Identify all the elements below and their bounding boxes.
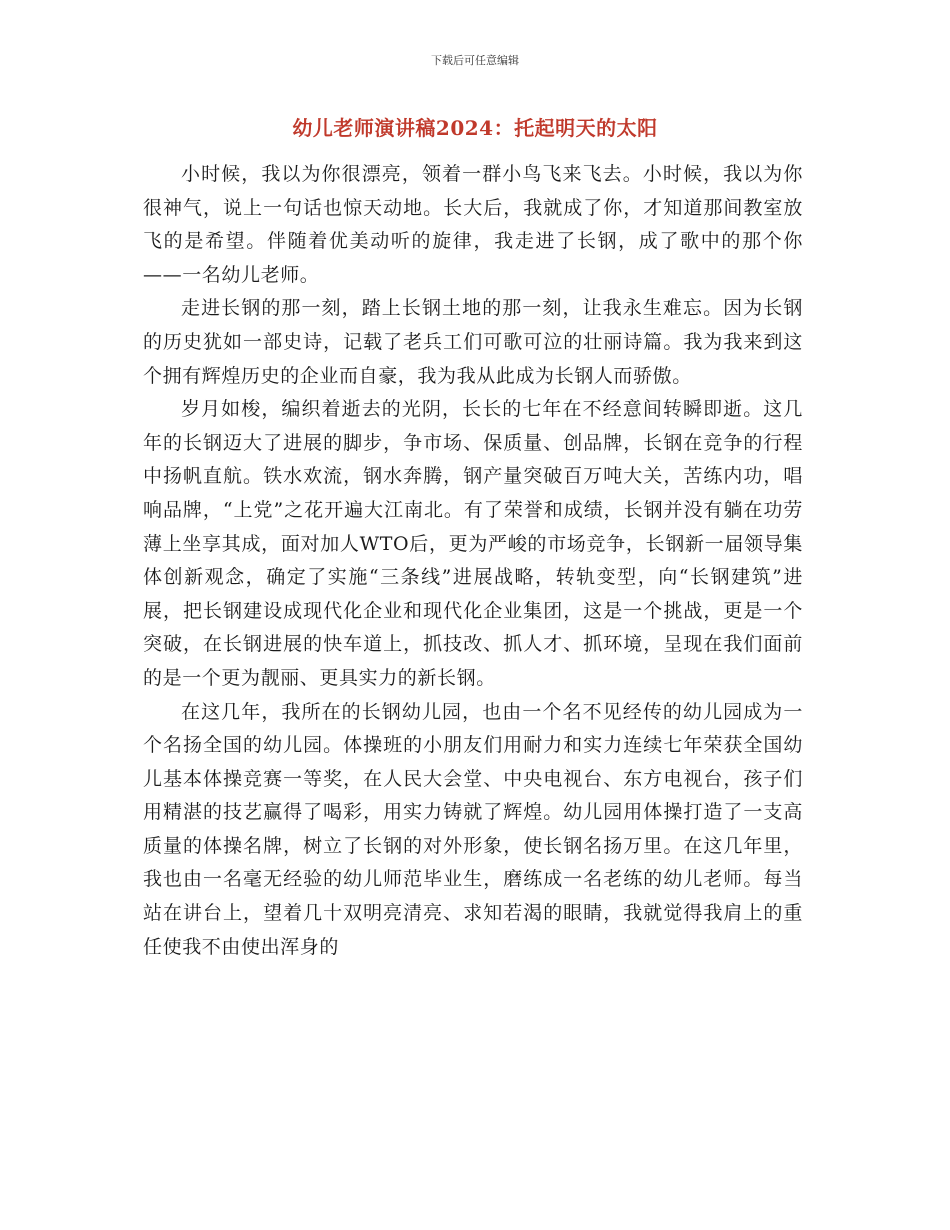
paragraph-1: 小时候，我以为你很漂亮，领着一群小鸟飞来飞去。小时候，我以为你很神气，说上一句话也惊天动地。长大后，我就成了你，才知道那间教室放飞的是希望。伴随着优美动听的旋律，我走进了长钢，成了歌中的那个你——一名幼儿老师。: [143, 163, 803, 286]
document-body: [143, 158, 803, 964]
document-title: 幼儿老师演讲稿2024：托起明天的太阳: [292, 116, 658, 140]
header-note: 下载后可任意编辑: [431, 54, 519, 67]
paragraph-2: 走进长钢的那一刻，踏上长钢土地的那一刻，让我永生难忘。因为长钢的历史犹如一部史诗，记载了老兵工们可歌可泣的壮丽诗篇。我为我来到这个拥有辉煌历史的企业而自豪，我为我从此成为长钢人而骄傲。: [143, 297, 803, 387]
paragraph-3: 岁月如梭，编织着逝去的光阴，长长的七年在不经意间转瞬即逝。这几年的长钢迈大了进展的脚步，争市场、保质量、创品牌，长钢在竞争的行程中扬帆直航。铁水欢流，钢水奔腾，钢产量突破百万吨大关，苦练内功，唱响品牌，“上党”之花开遍大江南北。有了荣誉和成绩，长钢并没有躺在功劳薄上坐享其成，面对加人WTO后，更为严峻的市场竞争，长钢新一届领导集体创新观念，确定了实施“三条线”进展战略，转轨变型，向“长钢建筑”进展，把长钢建设成现代化企业和现代化企业集团，这是一个挑战，更是一个突破，在长钢进展的快车道上，抓技改、抓人才、抓环境，呈现在我们面前的是一个更为靓丽、更具实力的新长钢。: [143, 398, 803, 689]
paragraph-4: 在这几年，我所在的长钢幼儿园，也由一个名不见经传的幼儿园成为一个名扬全国的幼儿园。体操班的小朋友们用耐力和实力连续七年荣获全国幼儿基本体操竞赛一等奖，在人民大会堂、中央电视台、东方电视台，孩子们用精湛的技艺赢得了喝彩，用实力铸就了辉煌。幼儿园用体操打造了一支高质量的体操名牌，树立了长钢的对外形象，使长钢名扬万里。在这几年里，我也由一名毫无经验的幼儿师范毕业生，磨练成一名老练的幼儿老师。每当站在讲台上，望着几十双明亮清亮、求知若渴的眼睛，我就觉得我肩上的重任使我不由使出浑身的: [143, 700, 803, 958]
